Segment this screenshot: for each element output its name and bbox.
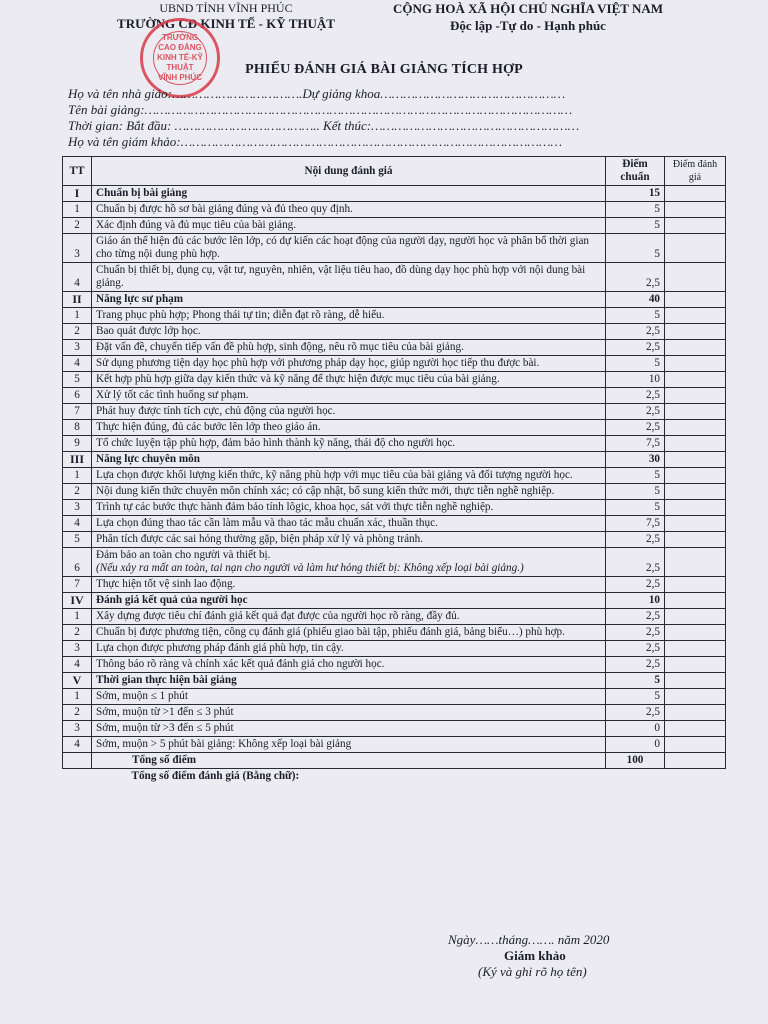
row-number: 1 bbox=[63, 609, 92, 625]
evaluated-score-cell[interactable] bbox=[665, 705, 726, 721]
form-title: PHIẾU ĐÁNH GIÁ BÀI GIẢNG TÍCH HỢP bbox=[245, 62, 523, 77]
standard-score: 2,5 bbox=[606, 404, 665, 420]
organization-header bbox=[96, 0, 356, 32]
row-number: 2 bbox=[63, 705, 92, 721]
evaluated-score-cell[interactable] bbox=[665, 516, 726, 532]
evaluated-score-cell[interactable] bbox=[665, 404, 726, 420]
criterion-text bbox=[92, 388, 606, 404]
evaluated-score-cell[interactable] bbox=[665, 673, 726, 689]
criterion-label: Phân tích được các sai hỏng thường gặp, biện pháp xử lý và phòng tránh. bbox=[96, 533, 424, 545]
evaluated-score-cell[interactable] bbox=[665, 340, 726, 356]
criterion-label: Thực hiện tốt vệ sinh lao động. bbox=[96, 578, 236, 590]
criterion-text bbox=[92, 705, 606, 721]
section-row bbox=[63, 186, 726, 202]
header-tt: TT bbox=[63, 157, 92, 186]
evaluated-score-cell[interactable] bbox=[665, 593, 726, 609]
standard-score: 0 bbox=[606, 737, 665, 753]
criterion-row bbox=[63, 625, 726, 641]
criterion-label: Xây dựng được tiêu chí đánh giá kết quả đạt được của người học rõ ràng, đầy đủ. bbox=[96, 610, 460, 622]
total-label: Tổng số điểm bbox=[92, 753, 606, 769]
criterion-row bbox=[63, 577, 726, 593]
evaluated-score-cell[interactable] bbox=[665, 263, 726, 292]
criterion-row bbox=[63, 340, 726, 356]
row-number: 6 bbox=[63, 388, 92, 404]
criterion-text bbox=[92, 625, 606, 641]
standard-score: 10 bbox=[606, 593, 665, 609]
criterion-text bbox=[92, 516, 606, 532]
criterion-note: (Nếu xảy ra mất an toàn, tai nạn cho người và làm hư hỏng thiết bị: Không xếp loại bài giảng.) bbox=[96, 562, 524, 574]
row-number: 3 bbox=[63, 641, 92, 657]
evaluated-score-cell[interactable] bbox=[665, 308, 726, 324]
criterion-text bbox=[92, 577, 606, 593]
header-content: Nội dung đánh giá bbox=[92, 157, 606, 186]
criterion-text bbox=[92, 548, 606, 577]
row-number: V bbox=[63, 673, 92, 689]
criterion-row bbox=[63, 356, 726, 372]
criterion-row bbox=[63, 436, 726, 452]
criterion-text bbox=[92, 641, 606, 657]
nation-line-1: CỘNG HOÀ XÃ HỘI CHỦ NGHĨA VIỆT NAM bbox=[392, 1, 664, 16]
evaluated-score-cell[interactable] bbox=[665, 548, 726, 577]
criterion-text bbox=[92, 234, 606, 263]
evaluated-score-cell[interactable] bbox=[665, 436, 726, 452]
criterion-row bbox=[63, 263, 726, 292]
criterion-row bbox=[63, 218, 726, 234]
criterion-text bbox=[92, 202, 606, 218]
evaluated-score-cell[interactable] bbox=[665, 420, 726, 436]
total-score-cell[interactable] bbox=[665, 753, 726, 769]
evaluated-score-cell[interactable] bbox=[665, 292, 726, 308]
criterion-row bbox=[63, 516, 726, 532]
criterion-text bbox=[92, 468, 606, 484]
criterion-text bbox=[92, 721, 606, 737]
criterion-label: Sớm, muộn ≤ 1 phút bbox=[96, 690, 188, 702]
standard-score: 10 bbox=[606, 372, 665, 388]
standard-score: 2,5 bbox=[606, 324, 665, 340]
row-number: 4 bbox=[63, 516, 92, 532]
standard-score: 15 bbox=[606, 186, 665, 202]
evaluation-table bbox=[62, 156, 726, 784]
standard-score: 2,5 bbox=[606, 609, 665, 625]
criterion-label: Chuẩn bị được hồ sơ bài giảng đúng và đủ theo quy định. bbox=[96, 203, 353, 215]
criterion-text bbox=[92, 340, 606, 356]
evaluated-score-cell[interactable] bbox=[665, 689, 726, 705]
criterion-text bbox=[92, 436, 606, 452]
standard-score: 2,5 bbox=[606, 340, 665, 356]
row-number: 4 bbox=[63, 263, 92, 292]
standard-score: 5 bbox=[606, 673, 665, 689]
criterion-row bbox=[63, 705, 726, 721]
row-number: IV bbox=[63, 593, 92, 609]
criterion-row bbox=[63, 308, 726, 324]
criterion-label: Đảm bảo an toàn cho người và thiết bị. bbox=[96, 549, 271, 561]
evaluated-score-cell[interactable] bbox=[665, 186, 726, 202]
total-value: 100 bbox=[606, 753, 665, 769]
row-number: 7 bbox=[63, 577, 92, 593]
row-number: 2 bbox=[63, 218, 92, 234]
standard-score: 2,5 bbox=[606, 577, 665, 593]
criterion-label: Nội dung kiến thức chuyên môn chính xác; có cập nhật, bổ sung kiến thức mới, thực tiễn nghề nghiệp. bbox=[96, 485, 555, 497]
standard-score: 5 bbox=[606, 356, 665, 372]
standard-score: 5 bbox=[606, 468, 665, 484]
row-number: I bbox=[63, 186, 92, 202]
criterion-row bbox=[63, 404, 726, 420]
org-line-2: TRƯỜNG CĐ KINH TẾ - KỸ THUẬT bbox=[117, 16, 335, 31]
standard-score: 2,5 bbox=[606, 388, 665, 404]
signer-title: Giám khảo bbox=[504, 948, 566, 963]
criterion-row bbox=[63, 689, 726, 705]
criterion-label: Tổ chức luyện tập phù hợp, đảm bảo hình thành kỹ năng, thái độ cho người học. bbox=[96, 437, 456, 449]
evaluated-score-cell[interactable] bbox=[665, 218, 726, 234]
criterion-row bbox=[63, 657, 726, 673]
criterion-text bbox=[92, 689, 606, 705]
evaluated-score-cell[interactable] bbox=[665, 609, 726, 625]
criterion-text bbox=[92, 484, 606, 500]
criterion-row bbox=[63, 609, 726, 625]
standard-score: 5 bbox=[606, 234, 665, 263]
criterion-label: Chuẩn bị được phương tiện, công cụ đánh giá (phiếu giao bài tập, phiếu đánh giá, bảng biểu…) phù hợp. bbox=[96, 626, 565, 638]
row-number: 5 bbox=[63, 372, 92, 388]
standard-score: 5 bbox=[606, 218, 665, 234]
criterion-row bbox=[63, 372, 726, 388]
evaluated-score-cell[interactable] bbox=[665, 202, 726, 218]
standard-score: 2,5 bbox=[606, 420, 665, 436]
criterion-label: Lựa chọn đúng thao tác cần làm mẫu và thao tác mẫu chuẩn xác, thuần thục. bbox=[96, 517, 438, 529]
criterion-row bbox=[63, 420, 726, 436]
row-number: 5 bbox=[63, 532, 92, 548]
standard-score: 30 bbox=[606, 452, 665, 468]
criterion-text bbox=[92, 532, 606, 548]
criterion-label: Chuẩn bị thiết bị, dụng cụ, vật tư, nguyên, nhiên, vật liệu tiêu hao, đồ dùng dạy học phù hợp với nội dung bài giảng. bbox=[96, 264, 586, 289]
standard-score: 2,5 bbox=[606, 532, 665, 548]
total-words-label: Tổng số điểm đánh giá (Bằng chữ): bbox=[131, 770, 300, 782]
stamp-line-1: TRƯỜNG bbox=[161, 33, 199, 42]
criterion-row bbox=[63, 500, 726, 516]
evaluated-score-cell[interactable] bbox=[665, 388, 726, 404]
standard-score: 40 bbox=[606, 292, 665, 308]
criterion-row bbox=[63, 234, 726, 263]
criterion-text bbox=[92, 372, 606, 388]
row-number: 1 bbox=[63, 308, 92, 324]
time-field[interactable]: Thời gian: Bắt đầu: ……………………………….. Kết thúc:……………………………………………… bbox=[68, 118, 580, 133]
row-number: 1 bbox=[63, 468, 92, 484]
stamp-line-3: KINH TẾ-KỸ THUẬT bbox=[157, 53, 203, 72]
evaluated-score-cell[interactable] bbox=[665, 452, 726, 468]
standard-score: 2,5 bbox=[606, 263, 665, 292]
criterion-text bbox=[92, 324, 606, 340]
criterion-label: Đánh giá kết quả của người học bbox=[96, 594, 248, 606]
evaluated-score-cell[interactable] bbox=[665, 657, 726, 673]
standard-score: 2,5 bbox=[606, 548, 665, 577]
section-title bbox=[92, 452, 606, 468]
standard-score: 7,5 bbox=[606, 436, 665, 452]
criterion-row bbox=[63, 324, 726, 340]
row-number: 1 bbox=[63, 202, 92, 218]
standard-score: 5 bbox=[606, 308, 665, 324]
criterion-label: Lựa chọn được phương pháp đánh giá phù hợp, tin cậy. bbox=[96, 642, 344, 654]
evaluated-score-cell[interactable] bbox=[665, 641, 726, 657]
header-evaluated-score: Điểm đánh giá bbox=[665, 157, 726, 186]
criterion-label: Kết hợp phù hợp giữa dạy kiến thức và kỹ năng để thực hiện được mục tiêu của bài giảng. bbox=[96, 373, 500, 385]
evaluated-score-cell[interactable] bbox=[665, 577, 726, 593]
teacher-field[interactable]: Họ và tên nhà giáo:…………………………….Dự giảng khoa………………………………………… bbox=[68, 86, 566, 101]
row-number: 3 bbox=[63, 234, 92, 263]
row-number: II bbox=[63, 292, 92, 308]
criterion-row bbox=[63, 641, 726, 657]
criterion-label: Trình tự các bước thực hành đảm bảo tính lôgic, khoa học, sát với thực tiễn nghề nghiệp. bbox=[96, 501, 494, 513]
criterion-label: Xác định đúng và đủ mục tiêu của bài giảng. bbox=[96, 219, 297, 231]
header-standard-score: Điểm chuẩn bbox=[606, 157, 665, 186]
criterion-label: Xử lý tốt các tình huống sư phạm. bbox=[96, 389, 249, 401]
criterion-row bbox=[63, 532, 726, 548]
criterion-label: Lựa chọn được khối lượng kiến thức, kỹ năng phù hợp với mục tiêu của bài giảng và đối tượng người học. bbox=[96, 469, 573, 481]
section-title bbox=[92, 673, 606, 689]
evaluated-score-cell[interactable] bbox=[665, 324, 726, 340]
section-row bbox=[63, 673, 726, 689]
criterion-row bbox=[63, 484, 726, 500]
standard-score: 5 bbox=[606, 484, 665, 500]
section-row bbox=[63, 452, 726, 468]
criterion-label: Thực hiện đúng, đủ các bước lên lớp theo giáo án. bbox=[96, 421, 321, 433]
criterion-label: Giáo án thể hiện đủ các bước lên lớp, có dự kiến các hoạt động của người dạy, người học và phân bổ thời gian cho từng nội dung phù hợp. bbox=[96, 235, 590, 260]
evaluated-score-cell[interactable] bbox=[665, 468, 726, 484]
criterion-row bbox=[63, 548, 726, 577]
row-number: 3 bbox=[63, 340, 92, 356]
criterion-text bbox=[92, 420, 606, 436]
evaluated-score-cell[interactable] bbox=[665, 234, 726, 263]
row-number: 4 bbox=[63, 356, 92, 372]
section-title bbox=[92, 292, 606, 308]
evaluated-score-cell[interactable] bbox=[665, 500, 726, 516]
criterion-label: Sớm, muộn từ >1 đến ≤ 3 phút bbox=[96, 706, 234, 718]
table-header-row bbox=[63, 157, 726, 186]
criterion-text bbox=[92, 609, 606, 625]
row-number: 3 bbox=[63, 721, 92, 737]
lesson-field[interactable]: Tên bài giảng:………………………………………………………………………………………………… bbox=[68, 102, 573, 117]
signature-note: (Ký và ghi rõ họ tên) bbox=[478, 964, 587, 979]
criterion-text bbox=[92, 500, 606, 516]
total-words-row bbox=[63, 769, 726, 785]
criterion-label: Thông báo rõ ràng và chính xác kết quả đánh giá cho người học. bbox=[96, 658, 385, 670]
evaluated-score-cell[interactable] bbox=[665, 625, 726, 641]
criterion-label: Năng lực chuyên môn bbox=[96, 453, 200, 465]
criterion-text bbox=[92, 404, 606, 420]
criterion-label: Sử dụng phương tiện dạy học phù hợp với phương pháp dạy học, giúp người học tiếp thu được bài. bbox=[96, 357, 540, 369]
row-number: 9 bbox=[63, 436, 92, 452]
criterion-text bbox=[92, 737, 606, 753]
total-row bbox=[63, 753, 726, 769]
row-number: III bbox=[63, 452, 92, 468]
nation-header bbox=[366, 0, 690, 34]
section-title bbox=[92, 593, 606, 609]
examiner-field[interactable]: Họ và tên giám khảo:……………………………………………………………………………………… bbox=[68, 134, 563, 149]
stamp-line-4: VĨNH PHÚC bbox=[157, 73, 202, 82]
evaluated-score-cell[interactable] bbox=[665, 532, 726, 548]
evaluated-score-cell[interactable] bbox=[665, 356, 726, 372]
section-title bbox=[92, 186, 606, 202]
signing-date: Ngày……tháng……. năm 2020 bbox=[448, 932, 610, 947]
row-number: 4 bbox=[63, 657, 92, 673]
table-body bbox=[63, 186, 726, 753]
standard-score: 2,5 bbox=[606, 657, 665, 673]
criterion-text bbox=[92, 308, 606, 324]
criterion-label: Đặt vấn đề, chuyển tiếp vấn đề phù hợp, sinh động, nêu rõ mục tiêu của bài giảng. bbox=[96, 341, 464, 353]
evaluated-score-cell[interactable] bbox=[665, 484, 726, 500]
row-number: 8 bbox=[63, 420, 92, 436]
criterion-label: Năng lực sư phạm bbox=[96, 293, 184, 305]
criterion-text bbox=[92, 356, 606, 372]
criterion-label: Sớm, muộn > 5 phút bài giảng: Không xếp loại bài giảng bbox=[96, 738, 352, 750]
criterion-row bbox=[63, 737, 726, 753]
section-row bbox=[63, 593, 726, 609]
criterion-label: Trang phục phù hợp; Phong thái tự tin; diễn đạt rõ ràng, dễ hiểu. bbox=[96, 309, 385, 321]
section-row bbox=[63, 292, 726, 308]
standard-score: 2,5 bbox=[606, 641, 665, 657]
standard-score: 7,5 bbox=[606, 516, 665, 532]
criterion-label: Thời gian thực hiện bài giảng bbox=[96, 674, 237, 686]
criterion-row bbox=[63, 388, 726, 404]
standard-score: 5 bbox=[606, 689, 665, 705]
stamp-line-2: CAO ĐẲNG bbox=[158, 43, 202, 52]
standard-score: 5 bbox=[606, 500, 665, 516]
nation-line-2: Độc lập -Tự do - Hạnh phúc bbox=[450, 18, 606, 33]
criterion-label: Sớm, muộn từ >3 đến ≤ 5 phút bbox=[96, 722, 234, 734]
row-number: 4 bbox=[63, 737, 92, 753]
evaluated-score-cell[interactable] bbox=[665, 721, 726, 737]
row-number: 2 bbox=[63, 484, 92, 500]
criterion-row bbox=[63, 721, 726, 737]
row-number: 7 bbox=[63, 404, 92, 420]
row-number: 2 bbox=[63, 625, 92, 641]
org-line-1: UBND TỈNH VĨNH PHÚC bbox=[159, 1, 293, 15]
standard-score: 2,5 bbox=[606, 705, 665, 721]
row-number: 6 bbox=[63, 548, 92, 577]
criterion-label: Bao quát được lớp học. bbox=[96, 325, 201, 337]
row-number: 2 bbox=[63, 324, 92, 340]
evaluated-score-cell[interactable] bbox=[665, 737, 726, 753]
criterion-text bbox=[92, 657, 606, 673]
row-number: 1 bbox=[63, 689, 92, 705]
criterion-text bbox=[92, 218, 606, 234]
evaluated-score-cell[interactable] bbox=[665, 372, 726, 388]
standard-score: 0 bbox=[606, 721, 665, 737]
criterion-row bbox=[63, 468, 726, 484]
row-number: 3 bbox=[63, 500, 92, 516]
standard-score: 2,5 bbox=[606, 625, 665, 641]
criterion-label: Phát huy được tính tích cực, chủ động của người học. bbox=[96, 405, 336, 417]
criterion-label: Chuẩn bị bài giảng bbox=[96, 187, 188, 199]
criterion-text bbox=[92, 263, 606, 292]
criterion-row bbox=[63, 202, 726, 218]
standard-score: 5 bbox=[606, 202, 665, 218]
